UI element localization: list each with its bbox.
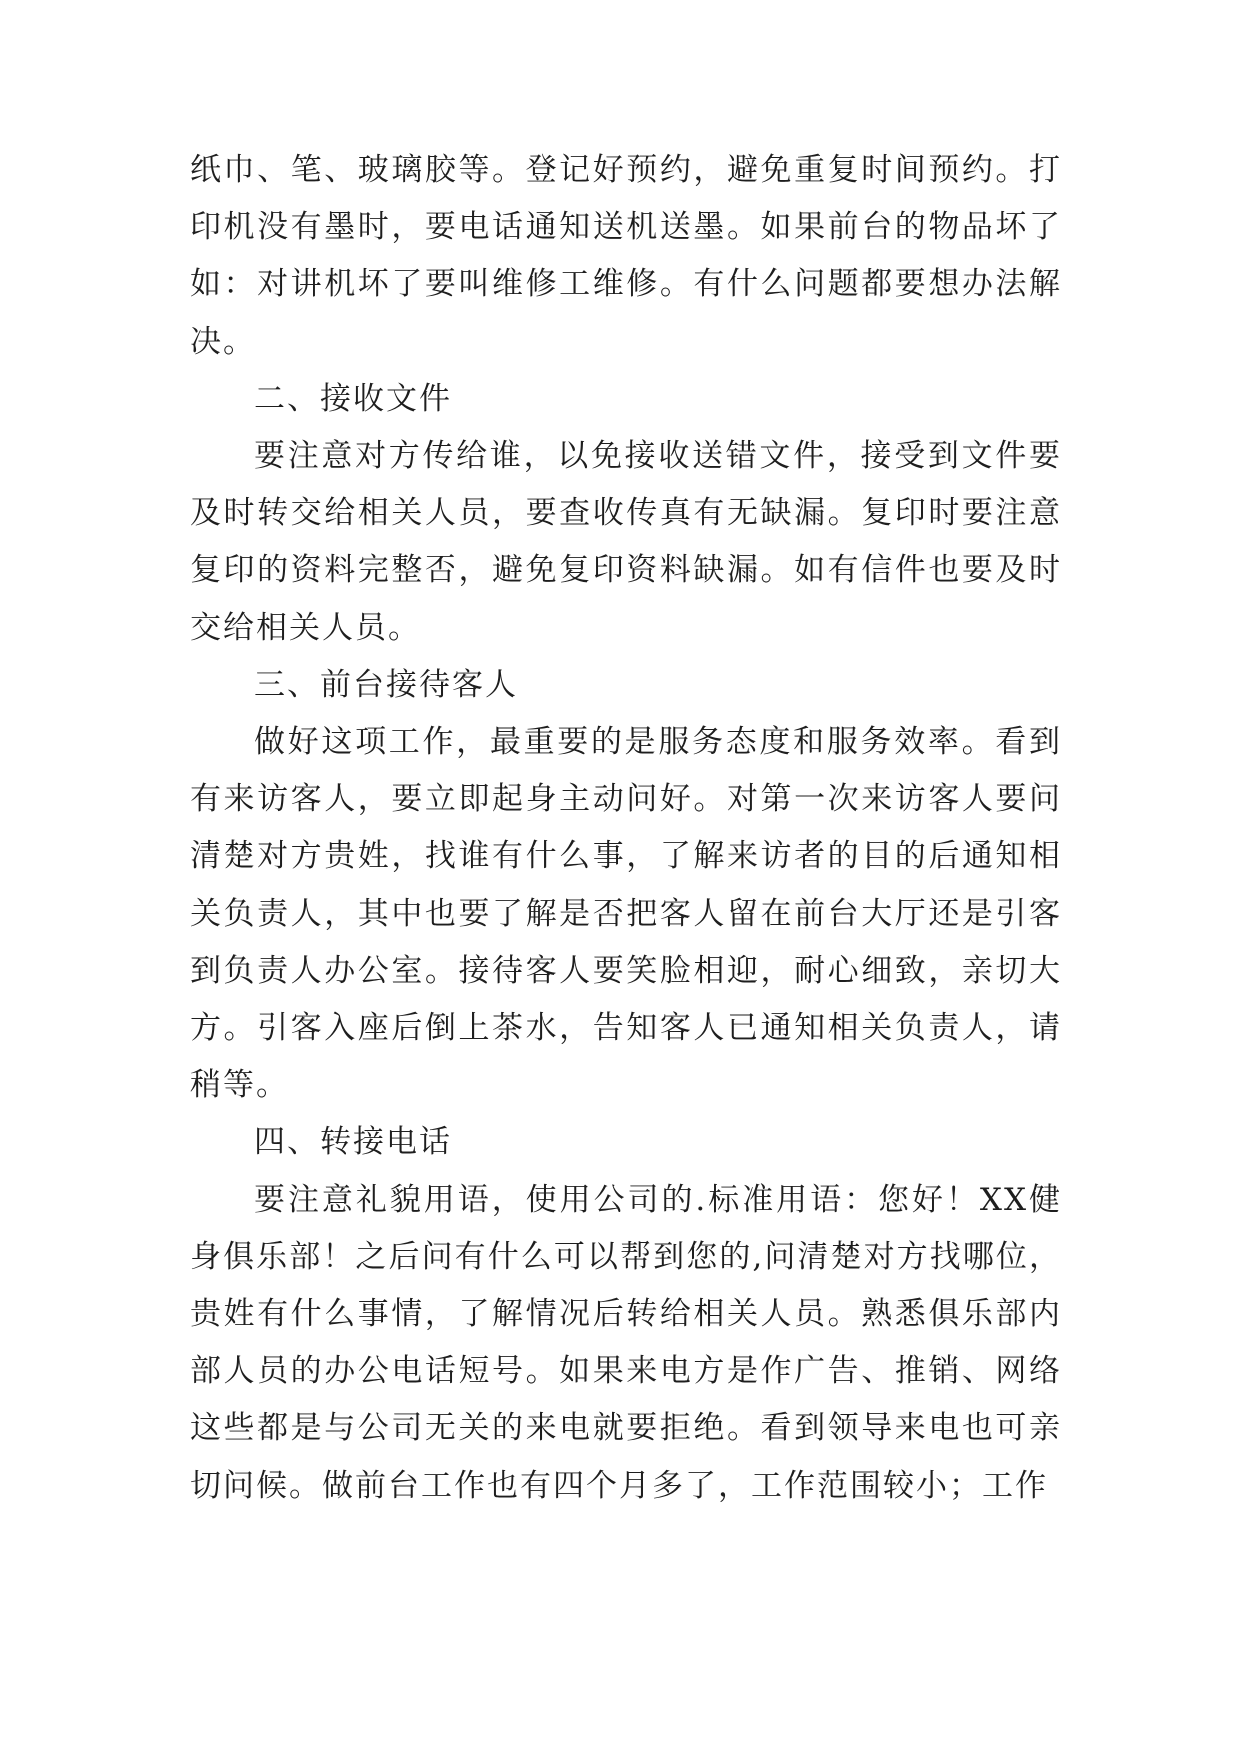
paragraph-reception: 做好这项工作，最重要的是服务态度和服务效率。看到有来访客人，要立即起身主动问好。对第一次来访客人要问清楚对方贵姓，找谁有什么事，了解来访者的目的后通知相关负责人，其中也要了解是否把客人留在前台大厅还是引客到负责人办公室。接待客人要笑脸相迎，耐心细致，亲切大方。引客入座后倒上茶水，告知客人已通知相关负责人，请稍等。 xyxy=(190,724,1062,1104)
paragraph-phone-transfer: 要注意礼貌用语，使用公司的.标准用语：您好！XX健身俱乐部！之后问有什么可以帮到您的,问清楚对方找哪位，贵姓有什么事情，了解情况后转给相关人员。熟悉俱乐部内部人员的办公电话短号。如果来电方是作广告、推销、网络这些都是与公司无关的来电就要拒绝。看到领导来电也可亲切问候。做前台工作也有四个月多了，工作范围较小；工作 xyxy=(190,1181,1062,1504)
paragraph-receive-files: 要注意对方传给谁，以免接收送错文件，接受到文件要及时转交给相关人员，要查收传真有无缺漏。复印时要注意复印的资料完整否，避免复印资料缺漏。如有信件也要及时交给相关人员。 xyxy=(190,438,1062,646)
paragraph-continued: 纸巾、笔、玻璃胶等。登记好预约，避免重复时间预约。打印机没有墨时，要电话通知送机送墨。如果前台的物品坏了如：对讲机坏了要叫维修工维修。有什么问题都要想办法解决。 xyxy=(190,152,1062,360)
document-body xyxy=(190,142,1062,1515)
section-heading-receive-files: 二、接收文件 xyxy=(254,380,452,417)
section-heading-phone-transfer: 四、转接电话 xyxy=(254,1124,452,1161)
section-heading-reception: 三、前台接待客人 xyxy=(254,666,518,703)
